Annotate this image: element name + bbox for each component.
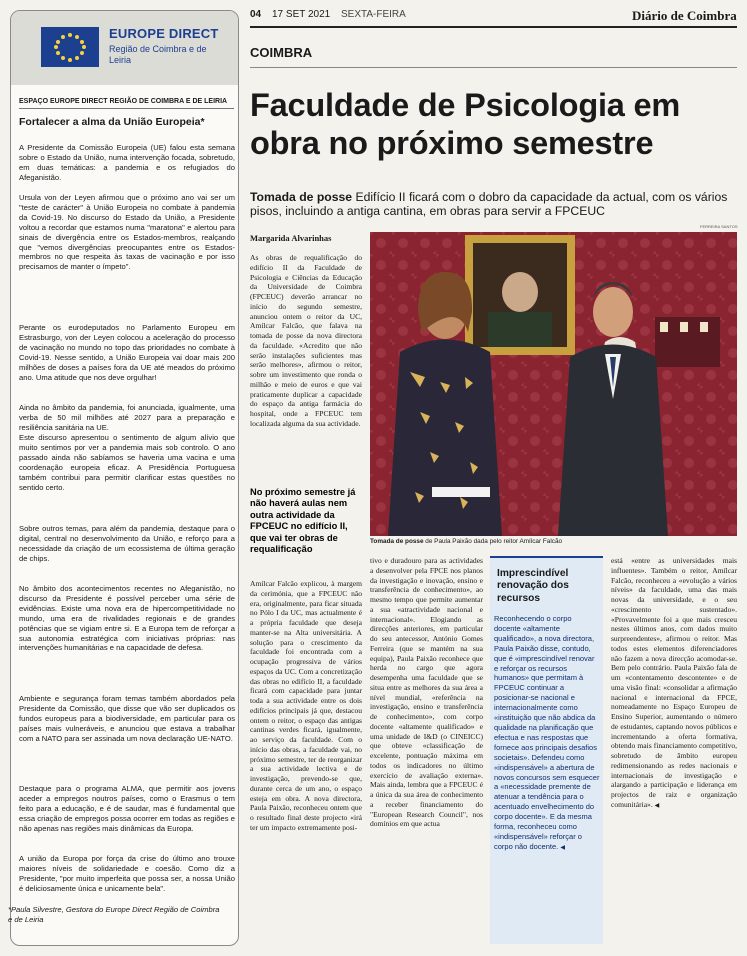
sidebar-paragraph: No âmbito dos acontecimentos recentes no Afeganistão, no discurso da Presidente é possível perceber uma série de evidências. Existe uma nova era de hipercompetitividade no mundo, uma era de rivalidades regionais e de grandes potências que se vigiam entre si. E a Europa tem de reforçar a sua autonomia estratégica com iniciativas próprias: nas intervenções humanitárias e na capacidade de defesa. <box>19 584 235 653</box>
byline: Margarida Alvarinhas <box>250 233 332 243</box>
column-1-top: As obras de requalificação do edifício II da Faculdade de Psicologia e Ciências da Educação da Universidade de Coimbra (FPCEUC) deverão arrancar no início do segundo semestre, anunciou ontem o reitor da UC, Amílcar Falcão, que falava na tomada de posse da nova directora da faculdade. «Acredito que não serão instalações suficientes mas serão melhores», afirmou o reitor, sobre um investimento que ronda o milhão e meio de euros e que vai praticamente duplicar a capacidade do espaço da antiga farmácia do hospital, onde a FPCEUC tem localizada alguma da sua actividade. <box>250 253 362 428</box>
europe-direct-title: EUROPE DIRECT <box>109 26 219 41</box>
newspaper-brand: Diário de Coimbra <box>632 8 737 23</box>
column-4 <box>611 556 737 812</box>
section-label: COIMBRA <box>250 45 313 60</box>
box-text <box>494 614 600 854</box>
sidebar-headline: Fortalecer a alma da União Europeia* <box>19 116 205 128</box>
europe-direct-region: Região de Coimbra e de Leiria <box>109 44 207 65</box>
space-label: ESPAÇO EUROPE DIRECT REGIÃO DE COIMBRA E DE LEIRIA <box>19 98 234 109</box>
box-title: Imprescindível renovação dos recursos <box>497 568 569 604</box>
sidebar-paragraph: A união da Europa por força da crise do último ano trouxe maiores níveis de solidariedade e coesão. Como diz a Presidente, "por muito imperfeita que possa ser, a nossa União é deliciosamente única e unicamente bela". <box>19 854 235 893</box>
box-body: Reconhecendo o corpo docente «altamente qualificado», a nova directora, Paula Paixão disse, contudo, que é «imprescindível renovar e reforçar os recursos humanos» que permitam à FPCEUC continuar a posicionar-se nacional e internacionalmente como «instituição que não abdica da qualidade na planificação que efectua e nas respostas que fornece aos principais desafios societais». Defendeu como «indispensável» a abertura de novos concursos sem esquecer a «necessidade premente de atenuar a tendência para o acentuado envelhecimento do corpo docente». E da mesma forma, reconheceu como «indispensável» reforçar o corpo não docente. <box>494 614 600 851</box>
sidebar-paragraph: Destaque para o programa ALMA, que permitir aos jovens aceder a empregos noutros países, como o Erasmus o tem feito para a educação, e é de saudar, mas é fundamental que essa criação de empregos possa ocorrer em todas as regiões e não apenas nas regiões mais dinâmicas da Europa. <box>19 784 235 833</box>
europe-direct-header <box>11 11 238 85</box>
end-mark-icon: ◀ <box>560 844 565 851</box>
sidebar-paragraph: Ambiente e segurança foram temas também abordados pela Presidente da Comissão, que disse que vão ser duplicados os fundos europeus para a biodiversidade, em particular para os países mais vulneráveis, e anunciou que estava a trabalhar com a NATO para ser assinada um nova declaração UE-NATO. <box>19 694 235 743</box>
header-rule <box>250 26 737 28</box>
column-4-text: está «entre as universidades mais influentes». Também o reitor, Amílcar Falcão, reconheceu a «evolução a vários níveis» da faculdade, uma das mais novas da universidade, e o seu «crescimento sustentado». «Provavelmente foi a que mais cresceu nestes últimos anos, com dados muito surpreendentes», afirmou o reitor. Mas todos estes elementos diferenciadores não fazem a nova direcção acomodar-se. Bem pelo contrário. Paula Paixão fala de um «contentamento descontente» e de uma visão final: «consolidar a afirmação nacional e internacional da FPCE, nomeadamente no Espaço Europeu de Ensino Superior, aumentando o número de estudantes, captando novos públicos e incrementando a oferta formativa, obtendo mais financiamento competitivo, sobretudo de âmbito europeu redimensionando as redes nacionais e internacionais de investigação e alargando a participação e liderança em projectos de raiz e organização comunitária». <box>611 556 737 809</box>
sidebar-paragraph: Este discurso apresentou o sentimento de algum alívio que muito sentimos por ver a pandemia mais sob controlo. O ano passado ainda não sabíamos se haveria uma vacina e uma coordenação europeia eficaz. A Presidência Portuguesa também contribui para permitir clarificar estas questões no sentido certo. <box>19 433 235 492</box>
column-1-bottom: Amílcar Falcão explicou, à margem da cerimónia, que a FPCEUC não era, originalmente, para ficar situada no Pólo I da UC, mas actualmente é a própria faculdade que deseja manter-se na Alta universitária. A solução para o crescimento da faculdade foi encontrada com a ocupação progressiva de vários espaços da UC. Com a concretização das obras no edifício II, a faculdade ficará com capacidade para juntar toda a sua actividade entre os dois edifícios principais já que, destacou ontem o reitor, o espaço das antigas cantinas verdes ficará, igualmente, ao serviço da faculdade. Com o início das obras, a faculdade vai, no próximo semestre, ter de reorganizar a sua actividade lectiva e de investigação, prevendo-se que, durante cerca de um ano, o espaço esteja em obra. A nova directora, Paula Paixão, reconheceu ontem que o resultado final deste projecto «irá ter um impacto extremamente posi- <box>250 579 362 832</box>
photo-credit: FERREIRA SANTOS <box>700 224 738 229</box>
lead-tag: Tomada de posse <box>250 190 353 204</box>
sidebar-paragraph: Ainda no âmbito da pandemia, foi anunciada, igualmente, uma verba de 50 mil milhões até 2027 para a preparação e resiliência sanitária na UE. <box>19 403 235 432</box>
eu-flag-icon <box>41 27 99 67</box>
lead-text: Edifício II ficará com o dobro da capacidade da actual, com os vários pisos, incluindo a antiga cantina, em obras para servir a FPCEUC <box>250 190 728 219</box>
europe-direct-sidebar <box>10 10 239 946</box>
sidebar-signature: *Paula Silvestre, Gestora do Europe Direct Região de Coimbra e de Leiria <box>8 905 220 924</box>
article-headline: Faculdade de Psicologia em obra no próximo semestre <box>250 87 681 161</box>
issue-date: 17 SET 2021 <box>272 9 331 20</box>
article-lead <box>250 190 740 219</box>
sidebar-paragraph: Sobre outros temas, para além da pandemia, destaque para o digital, central no desenvolvimento da União, e reforço para a necessidade da criação de um ecossistema de última geração de chips. <box>19 524 235 563</box>
end-mark-icon: ◀ <box>654 802 660 809</box>
photo-caption <box>370 538 737 545</box>
caption-tag: Tomada de posse <box>370 538 424 545</box>
section-rule <box>250 67 737 68</box>
sidebar-paragraph: Ursula von der Leyen afirmou que o próximo ano vai ser um "teste de carácter" à União Europeia no combate à pandemia da Covid-19. No discurso do Estado da União, a Presidente voltou a recordar que estamos numa "maratona" e alertou para sinais de divergência entre os Estados-membros, realçando que "vemos divergências preocupantes entre os Estados-membros no que respeita às taxas de vacinação e por isso precisamos de manter o ímpeto". <box>19 193 235 272</box>
article-subhead: No próximo semestre já não haverá aulas nem outra actividade da FPCEUC no edifício II, que vai ter obras de requalificação <box>250 487 356 555</box>
sidebar-paragraph: Perante os eurodeputados no Parlamento Europeu em Estrasburgo, von der Leyen colocou a aceleração do processo de vacinação no mundo no topo das prioridades no combate à Covid-19. Nesse sentido, a União Europeia vai doar mais 200 milhões de doses a países fora da UE até meados do próximo ano. Uma atitude que nos deve orgulhar! <box>19 323 235 382</box>
article-photo <box>370 232 737 536</box>
column-2: tivo e duradouro para as actividades a desenvolver pela FPCE nos planos da investigação e inovação, ensino e transferência de conhecimento», ao mesmo tempo que permite aumentar a sua «atractividade nacional e internacional». Elogiando as direcções anteriores, em particular do seu antecessor, António Gomes Ferreira (que se mantém na sua equipa), Paula Paixão reconhece que herda no cargo que agora desempenha uma faculdade que se situa entre as melhores da sua área a nível mundial, «referência na investigação, ensino e transferência de conhecimento», com corpo docente «altamente qualificado» e uma unidade de I&D (o CINEICC) que obteve «classificação de excelente, pontuação máxima em todos os indicadores no último exercício de avaliação externa». Mais ainda, lembra que a FPCEUC é a única da sua área de conhecimento a receber financiamento do "European Research Council", nos domínios em que actua <box>370 556 483 829</box>
sidebar-paragraph: A Presidente da Comissão Europeia (UE) falou esta semana sobre o Estado da União, numa intervenção focada, sobretudo, em duas temáticas: a pandemia e os refugiados do Afeganistão. <box>19 143 235 182</box>
caption-text: de Paula Paixão dada pelo reitor Amílcar Falcão <box>425 538 563 545</box>
issue-weekday: SEXTA-FEIRA <box>341 9 406 20</box>
page-number: 04 <box>250 9 262 20</box>
